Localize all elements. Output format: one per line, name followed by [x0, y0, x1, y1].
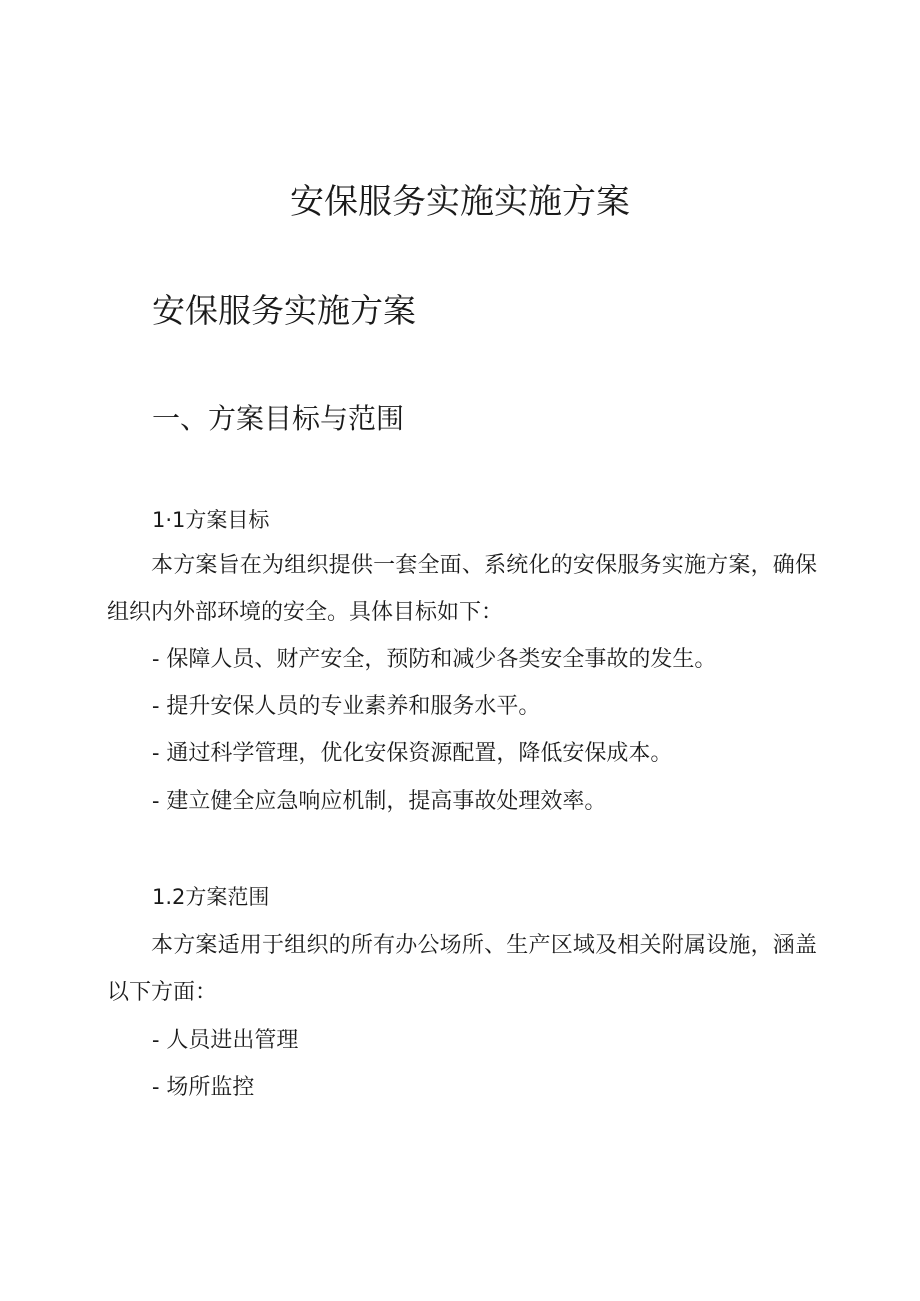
subsection-heading-goals: 1·1方案目标 — [152, 508, 270, 532]
goals-paragraph: 本方案旨在为组织提供一套全面、系统化的安保服务实施方案，确保组织内外部环境的安全。具体目标如下： — [107, 553, 817, 625]
document-title: 安保服务实施实施方案 — [290, 182, 630, 222]
goal-bullet-item: - 通过科学管理，优化安保资源配置，降低安保成本。 — [152, 741, 673, 766]
document-subtitle: 安保服务实施方案 — [152, 291, 416, 330]
scope-bullet-item: - 人员进出管理 — [152, 1028, 299, 1053]
subsection-heading-scope: 1.2方案范围 — [152, 885, 270, 909]
scope-bullet-item: - 场所监控 — [152, 1075, 255, 1100]
goal-bullet-item: - 提升安保人员的专业素养和服务水平。 — [152, 694, 541, 719]
section-heading-goals-scope: 一、方案目标与范围 — [152, 402, 405, 435]
goal-bullet-item: - 保障人员、财产安全，预防和减少各类安全事故的发生。 — [152, 647, 717, 672]
goal-bullet-item: - 建立健全应急响应机制，提高事故处理效率。 — [152, 789, 607, 814]
scope-paragraph: 本方案适用于组织的所有办公场所、生产区域及相关附属设施，涵盖以下方面： — [107, 933, 817, 1005]
